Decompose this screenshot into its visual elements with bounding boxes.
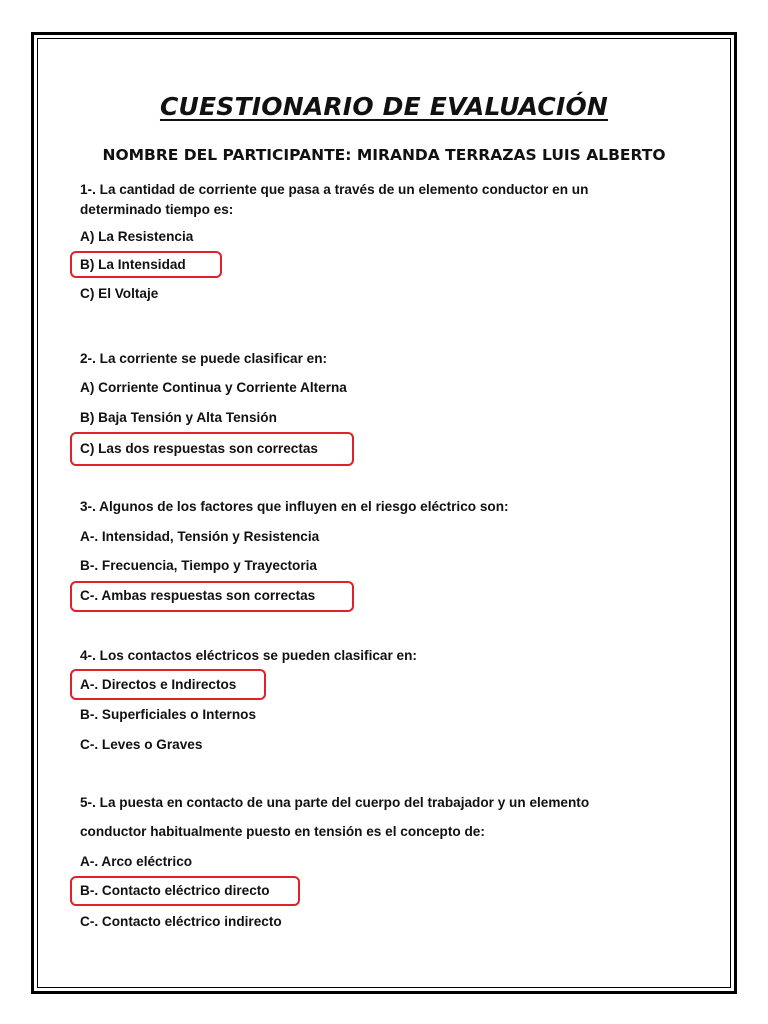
question-4-option-a[interactable]: A-. Directos e Indirectos <box>80 677 237 692</box>
question-5-option-b[interactable]: B-. Contacto eléctrico directo <box>80 883 270 898</box>
question-5-option-a[interactable]: A-. Arco eléctrico <box>80 854 193 869</box>
document-title: CUESTIONARIO DE EVALUACIÓN <box>159 92 609 121</box>
question-3-text: 3-. Algunos de los factores que influyen en el riesgo eléctrico son: <box>80 499 509 514</box>
question-2-option-b[interactable]: B) Baja Tensión y Alta Tensión <box>80 410 277 425</box>
question-1-selected-marker <box>70 251 222 278</box>
question-5-option-c[interactable]: C-. Contacto eléctrico indirecto <box>80 914 282 929</box>
question-5-selected-marker <box>70 876 300 906</box>
question-3-option-c[interactable]: C-. Ambas respuestas son correctas <box>80 588 316 603</box>
question-2-selected-marker <box>70 432 354 466</box>
question-3-option-b[interactable]: B-. Frecuencia, Tiempo y Trayectoria <box>80 558 317 573</box>
question-3-option-a[interactable]: A-. Intensidad, Tensión y Resistencia <box>80 529 320 544</box>
question-5-text-line-2: conductor habitualmente puesto en tensión es el concepto de: <box>80 824 485 839</box>
question-4-option-c[interactable]: C-. Leves o Graves <box>80 737 203 752</box>
question-1-option-c[interactable]: C) El Voltaje <box>80 286 159 301</box>
question-4-selected-marker <box>70 669 266 700</box>
question-5-text-line-1: 5-. La puesta en contacto de una parte del cuerpo del trabajador y un elemento <box>80 795 590 810</box>
participant-name: NOMBRE DEL PARTICIPANTE: MIRANDA TERRAZAS LUIS ALBERTO <box>102 146 666 164</box>
question-1-option-b[interactable]: B) La Intensidad <box>80 257 186 272</box>
question-4-text: 4-. Los contactos eléctricos se pueden clasificar en: <box>80 648 417 663</box>
question-3-selected-marker <box>70 581 354 612</box>
question-1-option-a[interactable]: A) La Resistencia <box>80 229 194 244</box>
question-4-option-b[interactable]: B-. Superficiales o Internos <box>80 707 257 722</box>
question-1-text: 1-. La cantidad de corriente que pasa a través de un elemento conductor en un determinado tiempo es: <box>80 182 589 217</box>
question-2-text: 2-. La corriente se puede clasificar en: <box>80 351 328 366</box>
question-2-option-c[interactable]: C) Las dos respuestas son correctas <box>80 441 318 456</box>
question-2-option-a[interactable]: A) Corriente Continua y Corriente Alterna <box>80 380 347 395</box>
